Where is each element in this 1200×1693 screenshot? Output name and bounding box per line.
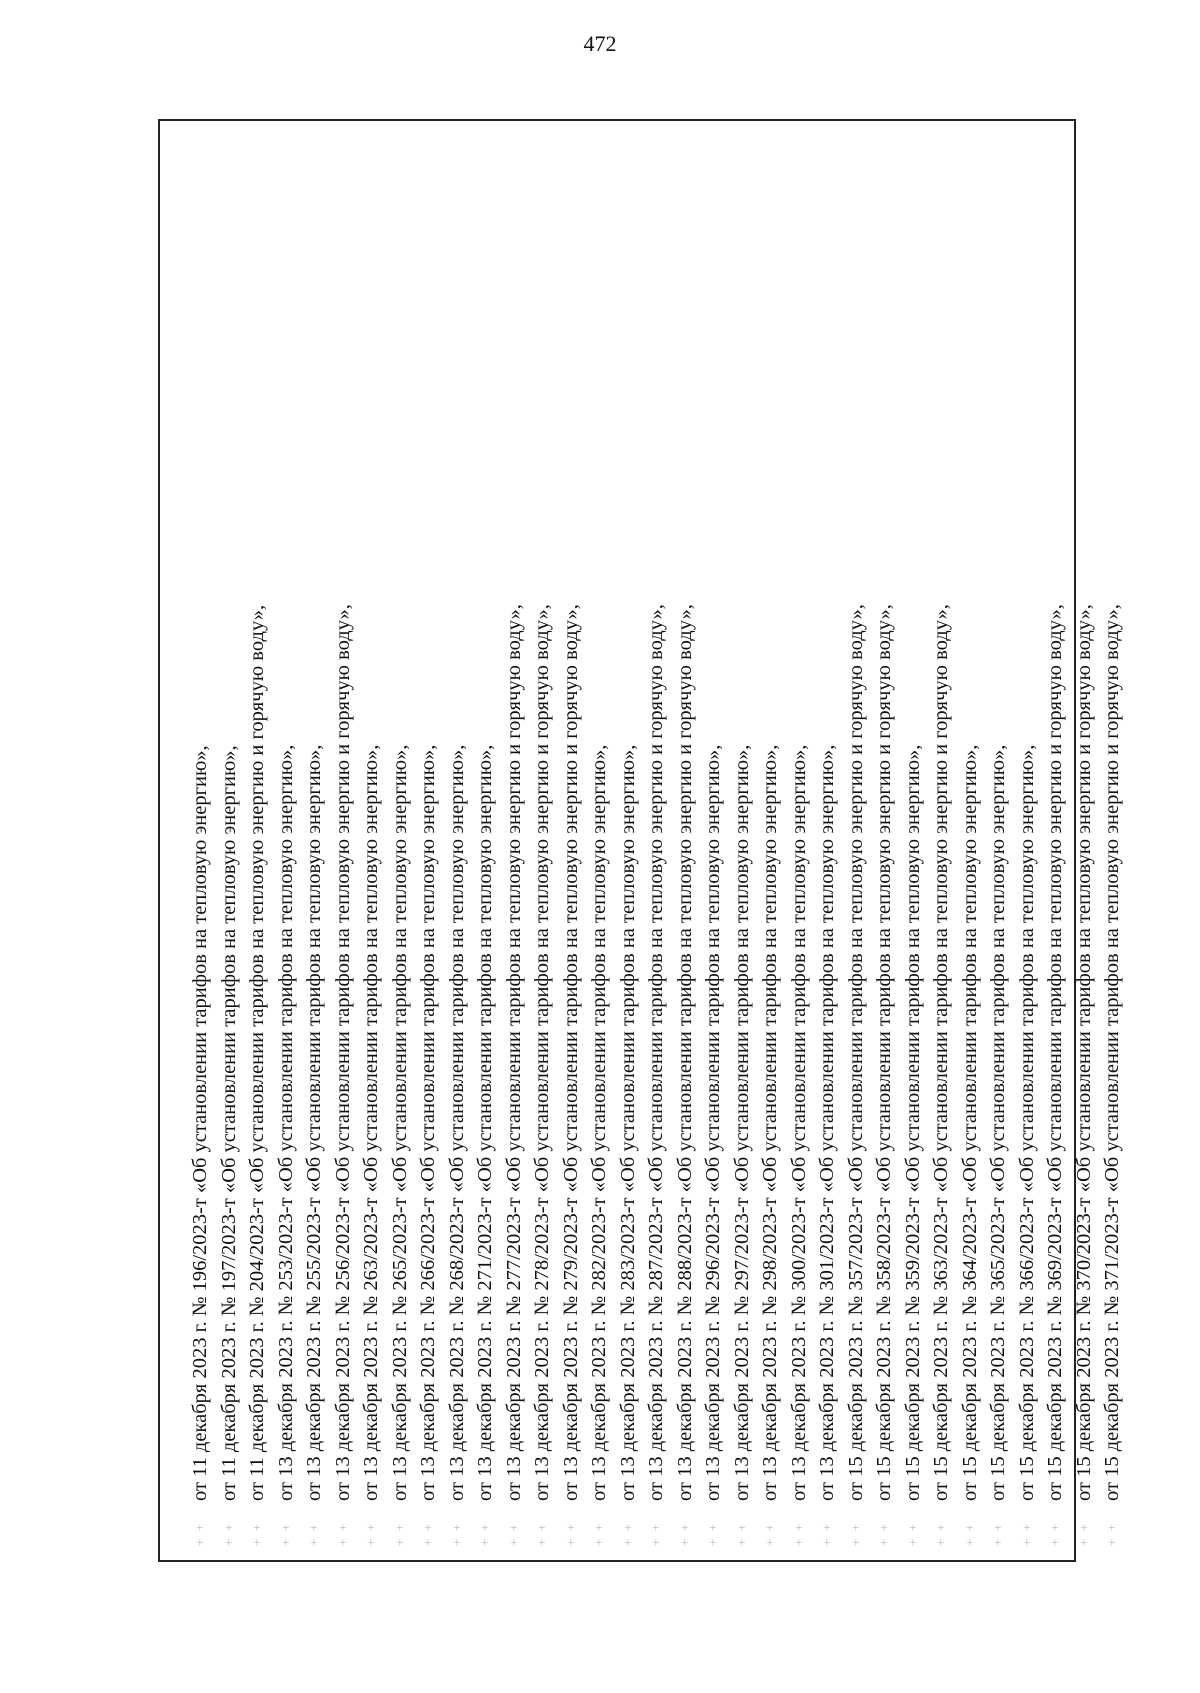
rotated-content [160,121,1123,1564]
list-item [557,121,586,1564]
entry-text: от 13 декабря 2023 г. № 253/2023-т «Об установлении тарифов на тепловую энергию», [274,744,297,1501]
list-item [1013,121,1042,1564]
list-item [585,121,614,1564]
entry-text: от 13 декабря 2023 г. № 277/2023-т «Об установлении тарифов на тепловую энергию и горячую воду», [502,604,525,1501]
entry-text: от 15 декабря 2023 г. № 369/2023-т «Об установлении тарифов на тепловую энергию и горячую воду», [1044,604,1066,1501]
margin-mark-icon: + + [705,1522,720,1546]
list-item [956,121,985,1564]
margin-mark-icon: + + [562,1522,578,1546]
list-item [614,121,643,1564]
list-item [785,121,814,1564]
list-item [443,121,472,1564]
list-item [500,121,529,1564]
list-item [1041,121,1070,1564]
list-item [186,121,215,1564]
page-number: 472 [583,31,617,56]
list-item [842,121,871,1564]
margin-mark-icon: + + [733,1522,749,1546]
entry-text: от 13 декабря 2023 г. № 296/2023-т «Об установлении тарифов на тепловую энергию», [702,744,724,1501]
margin-mark-icon: + + [306,1522,321,1546]
list-item [813,121,842,1564]
list-item [528,121,557,1564]
margin-mark-icon: + + [961,1522,977,1546]
margin-mark-icon: + + [334,1522,350,1546]
margin-mark-icon: + + [277,1522,293,1546]
document-frame [158,119,1123,1562]
list-item [215,121,244,1564]
entry-text: от 13 декабря 2023 г. № 297/2023-т «Об установлении тарифов на тепловую энергию», [730,744,753,1501]
entry-text: от 13 декабря 2023 г. № 301/2023-т «Об установлении тарифов на тепловую энергию», [816,744,838,1501]
margin-mark-icon: + + [477,1522,492,1546]
list-item [870,121,899,1564]
list-item [984,121,1013,1564]
margin-mark-icon: + + [904,1522,920,1546]
entry-text: от 15 декабря 2023 г. № 359/2023-т «Об установлении тарифов на тепловую энергию», [901,744,924,1501]
entry-text: от 13 декабря 2023 г. № 279/2023-т «Об установлении тарифов на тепловую энергию и горячую воду», [559,604,582,1501]
entry-text: от 13 декабря 2023 г. № 298/2023-т «Об установлении тарифов на тепловую энергию», [759,744,781,1501]
entry-text: от 15 декабря 2023 г. № 363/2023-т «Об установлении тарифов на тепловую энергию и горячую воду», [930,604,952,1501]
margin-mark-icon: + + [448,1522,464,1546]
entry-text: от 13 декабря 2023 г. № 263/2023-т «Об установлении тарифов на тепловую энергию», [360,744,382,1501]
list-item [329,121,358,1564]
list-item [699,121,728,1564]
list-item [899,121,928,1564]
list-item [300,121,329,1564]
entry-text: от 15 декабря 2023 г. № 366/2023-т «Об установлении тарифов на тепловую энергию», [1015,744,1038,1501]
margin-mark-icon: + + [619,1522,635,1546]
list-item [471,121,500,1564]
margin-mark-icon: + + [1018,1522,1034,1546]
margin-mark-icon: + + [933,1522,948,1546]
entry-text: от 13 декабря 2023 г. № 266/2023-т «Об установлении тарифов на тепловую энергию», [417,744,439,1501]
list-item [386,121,415,1564]
entry-text: от 11 декабря 2023 г. № 196/2023-т «Об установлении тарифов на тепловую энергию», [189,745,211,1501]
margin-mark-icon: + + [420,1522,435,1546]
entry-text: от 15 декабря 2023 г. № 370/2023-т «Об установлении тарифов на тепловую энергию и горячую воду», [1072,604,1095,1501]
entry-text: от 13 декабря 2023 г. № 282/2023-т «Об установлении тарифов на тепловую энергию», [588,744,610,1501]
entry-text: от 15 декабря 2023 г. № 357/2023-т «Об установлении тарифов на тепловую энергию и горячую воду», [844,604,867,1501]
list-item [1098,121,1127,1564]
margin-mark-icon: + + [1047,1522,1062,1546]
margin-mark-icon: + + [391,1522,407,1546]
entry-text: от 13 декабря 2023 г. № 300/2023-т «Об установлении тарифов на тепловую энергию», [787,744,810,1501]
entry-text: от 13 декабря 2023 г. № 278/2023-т «Об установлении тарифов на тепловую энергию и горячую воду», [531,604,553,1501]
list-item [357,121,386,1564]
list-item [642,121,671,1564]
margin-mark-icon: + + [676,1522,692,1546]
list-item [272,121,301,1564]
entry-text: от 13 декабря 2023 г. № 287/2023-т «Об установлении тарифов на тепловую энергию и горячую воду», [645,604,667,1501]
entry-text: от 15 декабря 2023 г. № 358/2023-т «Об установлении тарифов на тепловую энергию и горячую воду», [873,604,895,1501]
entry-text: от 11 декабря 2023 г. № 197/2023-т «Об установлении тарифов на тепловую энергию», [217,745,240,1501]
margin-mark-icon: + + [534,1522,549,1546]
margin-mark-icon: + + [790,1522,806,1546]
list-item [927,121,956,1564]
margin-mark-icon: + + [1104,1522,1119,1546]
margin-mark-icon: + + [648,1522,663,1546]
entry-text: от 13 декабря 2023 г. № 271/2023-т «Об установлении тарифов на тепловую энергию», [474,744,496,1501]
entry-text: от 15 декабря 2023 г. № 364/2023-т «Об установлении тарифов на тепловую энергию», [958,744,981,1501]
list-item [671,121,700,1564]
entry-text: от 13 декабря 2023 г. № 283/2023-т «Об установлении тарифов на тепловую энергию», [616,744,639,1501]
entry-list [186,121,1127,1564]
entry-text: от 13 декабря 2023 г. № 268/2023-т «Об установлении тарифов на тепловую энергию», [445,744,468,1501]
margin-mark-icon: + + [876,1522,891,1546]
list-item [756,121,785,1564]
list-item [1070,121,1099,1564]
list-item [243,121,272,1564]
entry-text: от 13 декабря 2023 г. № 288/2023-т «Об установлении тарифов на тепловую энергию и горячую воду», [673,604,696,1501]
margin-mark-icon: + + [363,1522,378,1546]
margin-mark-icon: + + [591,1522,606,1546]
margin-mark-icon: + + [220,1522,236,1546]
margin-mark-icon: + + [249,1522,264,1546]
margin-mark-icon: + + [505,1522,521,1546]
margin-mark-icon: + + [1075,1522,1091,1546]
list-item [414,121,443,1564]
list-item [728,121,757,1564]
margin-mark-icon: + + [847,1522,863,1546]
margin-mark-icon: + + [819,1522,834,1546]
entry-text: от 15 декабря 2023 г. № 365/2023-т «Об установлении тарифов на тепловую энергию», [987,744,1009,1501]
margin-mark-icon: + + [990,1522,1005,1546]
entry-text: от 15 декабря 2023 г. № 371/2023-т «Об установлении тарифов на тепловую энергию и горячую воду», [1101,604,1123,1501]
entry-text: от 13 декабря 2023 г. № 256/2023-т «Об установлении тарифов на тепловую энергию и горячую воду», [331,604,354,1501]
entry-text: от 13 декабря 2023 г. № 255/2023-т «Об установлении тарифов на тепловую энергию», [303,744,325,1501]
margin-mark-icon: + + [192,1522,207,1546]
margin-mark-icon: + + [762,1522,777,1546]
entry-text: от 13 декабря 2023 г. № 265/2023-т «Об установлении тарифов на тепловую энергию», [388,744,411,1501]
entry-text: от 11 декабря 2023 г. № 204/2023-т «Об установлении тарифов на тепловую энергию и горячую воду», [246,604,268,1501]
